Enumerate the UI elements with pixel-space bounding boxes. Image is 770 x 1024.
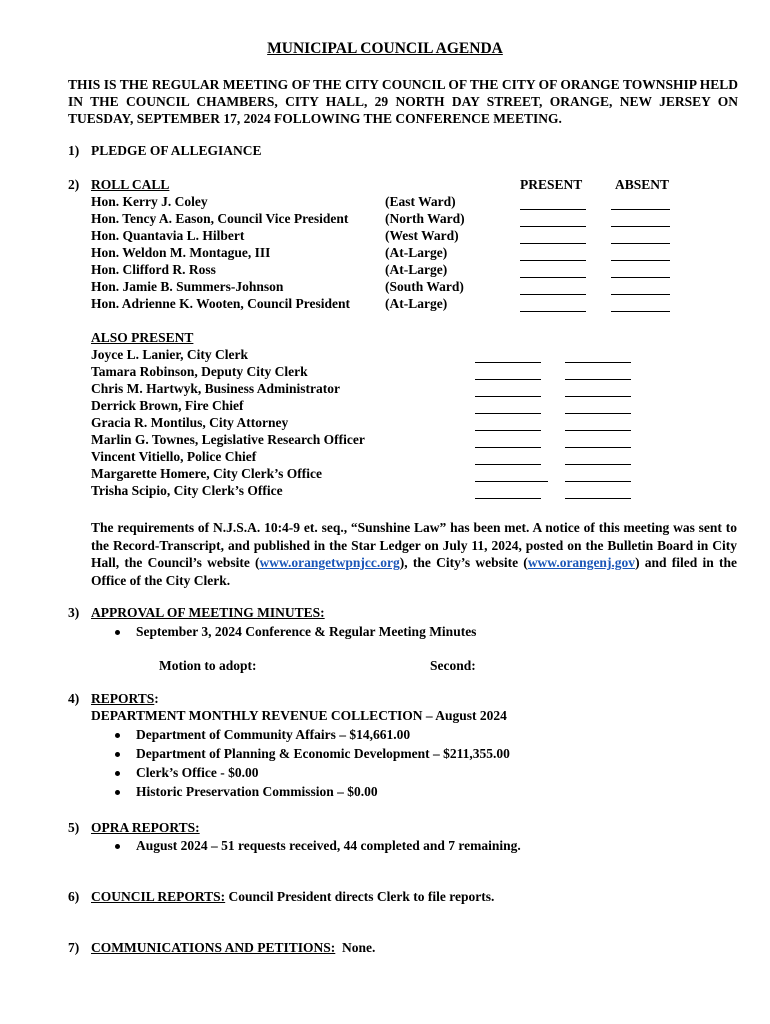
present-signature-line bbox=[475, 464, 541, 465]
present-signature-line bbox=[520, 277, 586, 278]
section-number-1: 1) bbox=[68, 143, 80, 158]
staff-name: Derrick Brown, Fire Chief bbox=[91, 398, 244, 413]
revenue-item: Department of Community Affairs – $14,661.00 bbox=[136, 727, 411, 742]
staff-name: Marlin G. Townes, Legislative Research Officer bbox=[91, 432, 365, 447]
present-signature-line bbox=[520, 311, 586, 312]
present-signature-line bbox=[520, 260, 586, 261]
council-member-ward: (At-Large) bbox=[385, 296, 448, 311]
absent-signature-line bbox=[611, 226, 670, 227]
council-member-ward: (South Ward) bbox=[385, 279, 464, 294]
present-signature-line bbox=[475, 481, 548, 482]
council-member-name: Hon. Adrienne K. Wooten, Council President bbox=[91, 296, 351, 311]
council-reports-text: Council President directs Clerk to file reports. bbox=[225, 889, 495, 904]
absent-signature-line bbox=[611, 277, 670, 278]
absent-signature-line bbox=[611, 311, 670, 312]
present-signature-line bbox=[475, 362, 541, 363]
absent-signature-line bbox=[611, 209, 670, 210]
intro-paragraph: THIS IS THE REGULAR MEETING OF THE CITY COUNCIL OF THE CITY OF ORANGE TOWNSHIP HELD IN THE COUNCIL CHAMBERS, CITY HALL, 29 NORTH DAY STREET, ORANGE, NEW JERSEY ON TUESDAY, SEPTEMBER 17, 2024 FOLLOWING THE CONFERENCE MEETING. bbox=[68, 77, 738, 126]
present-signature-line bbox=[520, 226, 586, 227]
communications-line bbox=[91, 940, 375, 956]
council-member-name: Hon. Quantavia L. Hilbert bbox=[91, 228, 245, 243]
absent-signature-line bbox=[565, 430, 631, 431]
section-number-5: 5) bbox=[68, 820, 80, 835]
staff-name: Tamara Robinson, Deputy City Clerk bbox=[91, 364, 308, 379]
council-member-name: Hon. Clifford R. Ross bbox=[91, 262, 216, 277]
present-signature-line bbox=[520, 209, 586, 210]
staff-name: Vincent Vitiello, Police Chief bbox=[91, 449, 257, 464]
absent-header: ABSENT bbox=[615, 177, 670, 192]
council-member-name: Hon. Kerry J. Coley bbox=[91, 194, 208, 209]
absent-signature-line bbox=[611, 294, 670, 295]
reports-heading-label: REPORTS bbox=[91, 691, 155, 706]
motion-label: Motion to adopt: bbox=[159, 658, 257, 673]
communications-heading: COMMUNICATIONS AND PETITIONS: bbox=[91, 940, 336, 955]
present-signature-line bbox=[520, 294, 586, 295]
council-member-ward: (East Ward) bbox=[385, 194, 456, 209]
revenue-item: Clerk’s Office - $0.00 bbox=[136, 765, 259, 780]
council-member-name: Hon. Jamie B. Summers-Johnson bbox=[91, 279, 284, 294]
communications-text: None. bbox=[335, 940, 376, 955]
reports-heading bbox=[91, 691, 159, 707]
staff-name: Chris M. Hartwyk, Business Administrator bbox=[91, 381, 341, 396]
revenue-item: Department of Planning & Economic Development – $211,355.00 bbox=[136, 746, 510, 761]
sunshine-text: ), the City’s website ( bbox=[399, 555, 528, 570]
council-reports-line bbox=[91, 889, 494, 905]
present-signature-line bbox=[475, 498, 541, 499]
absent-signature-line bbox=[565, 396, 631, 397]
revenue-item: Historic Preservation Commission – $0.00 bbox=[136, 784, 378, 799]
present-signature-line bbox=[475, 396, 541, 397]
revenue-subheading: DEPARTMENT MONTHLY REVENUE COLLECTION – August 2024 bbox=[91, 708, 507, 723]
section-number-2: 2) bbox=[68, 177, 80, 192]
present-header: PRESENT bbox=[520, 177, 583, 192]
present-signature-line bbox=[520, 243, 586, 244]
staff-name: Trisha Scipio, City Clerk’s Office bbox=[91, 483, 283, 498]
section-number-6: 6) bbox=[68, 889, 80, 904]
staff-name: Margarette Homere, City Clerk’s Office bbox=[91, 466, 323, 481]
council-member-name: Hon. Tency A. Eason, Council Vice President bbox=[91, 211, 349, 226]
section-number-3: 3) bbox=[68, 605, 80, 620]
reports-heading-colon: : bbox=[154, 691, 159, 706]
city-website-link[interactable]: www.orangenj.gov bbox=[527, 555, 636, 570]
absent-signature-line bbox=[565, 464, 631, 465]
opra-heading: OPRA REPORTS: bbox=[91, 820, 200, 835]
sunshine-text: The requirements of N.J.S.A. 10:4-9 et. seq., “Sunshine Law” has been met. A notice of this meeting was sent to the Record-Transcript, and published in the Star Ledger on July 11, 2024, posted on the Bulletin Board in City Hall, the Council’s website ( bbox=[91, 520, 737, 570]
sunshine-text: ) and filed in the Office of the City Clerk. bbox=[91, 555, 737, 588]
council-member-ward: (North Ward) bbox=[385, 211, 465, 226]
present-signature-line bbox=[475, 379, 541, 380]
absent-signature-line bbox=[611, 260, 670, 261]
present-signature-line bbox=[475, 413, 541, 414]
section-number-4: 4) bbox=[68, 691, 80, 706]
council-member-ward: (At-Large) bbox=[385, 245, 448, 260]
absent-signature-line bbox=[565, 362, 631, 363]
council-member-ward: (West Ward) bbox=[385, 228, 459, 243]
staff-name: Gracia R. Montilus, City Attorney bbox=[91, 415, 289, 430]
absent-signature-line bbox=[565, 481, 631, 482]
council-reports-heading: COUNCIL REPORTS: bbox=[91, 889, 226, 904]
second-label: Second: bbox=[430, 658, 476, 673]
sunshine-law-notice bbox=[91, 519, 737, 589]
council-member-ward: (At-Large) bbox=[385, 262, 448, 277]
pledge-heading: PLEDGE OF ALLEGIANCE bbox=[91, 143, 262, 158]
present-signature-line bbox=[475, 447, 541, 448]
absent-signature-line bbox=[565, 447, 631, 448]
staff-name: Joyce L. Lanier, City Clerk bbox=[91, 347, 248, 362]
absent-signature-line bbox=[565, 379, 631, 380]
opra-item: August 2024 – 51 requests received, 44 completed and 7 remaining. bbox=[136, 838, 521, 853]
absent-signature-line bbox=[565, 498, 631, 499]
also-present-heading: ALSO PRESENT bbox=[91, 330, 194, 345]
page-title: MUNICIPAL COUNCIL AGENDA bbox=[267, 40, 503, 57]
section-number-7: 7) bbox=[68, 940, 80, 955]
roll-call-heading: ROLL CALL bbox=[91, 177, 170, 192]
minutes-heading: APPROVAL OF MEETING MINUTES: bbox=[91, 605, 325, 620]
present-signature-line bbox=[475, 430, 541, 431]
council-member-name: Hon. Weldon M. Montague, III bbox=[91, 245, 271, 260]
council-website-link[interactable]: www.orangetwpnjcc.org bbox=[259, 555, 400, 570]
minutes-item: September 3, 2024 Conference & Regular Meeting Minutes bbox=[136, 624, 477, 639]
absent-signature-line bbox=[565, 413, 631, 414]
absent-signature-line bbox=[611, 243, 670, 244]
